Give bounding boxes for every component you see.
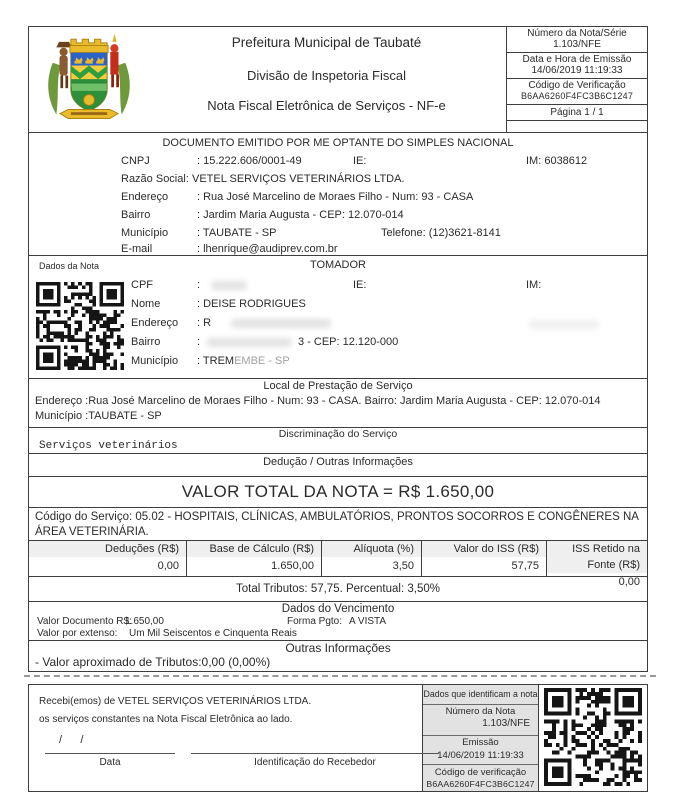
stub-emissao-label: Emissão [462,737,499,748]
prestador-endereco-row [29,191,647,205]
stub-date-slashes: / / [59,734,84,746]
local-municipio: Município :TAUBATE - SP [35,410,162,422]
ie-label: IE: [353,155,367,167]
stub-num-value: 1.103/NFE [482,718,530,729]
local-endereco: Endereço :Rua José Marcelino de Moraes Filho - Num: 93 - CASA. Bairro: Jardim Maria Augusta - CEP: 12.070-014 [35,395,601,407]
stub-verificacao-cell [423,765,538,791]
prestador-municipio-row [29,227,647,241]
emissao-label: Data e Hora de Emissão [522,54,632,65]
redacted-endereco [231,319,331,328]
cnpj-label: CNPJ [121,155,150,167]
tomador-endereco-label: Endereço [131,317,179,329]
tomador-ie-label: IE: [353,279,367,291]
tomador-bairro-label: Bairro [131,336,161,348]
col-aliquota-header: Alíquota (%) [322,541,421,557]
stub-id-title: Dados que identificam a nota [423,685,538,705]
redacted-cpf [211,281,247,290]
im-value: IM: 6038612 [526,155,588,167]
taubate-coat-of-arms-icon [43,31,135,129]
valor-total-section [29,476,647,507]
tributos-table [29,540,647,588]
cpf-label: CPF [131,279,153,291]
col-deducoes-header: Deduções (R$) [29,541,186,557]
cnpj-value: : 15.222.606/0001-49 [197,155,302,167]
discriminacao-texto: Serviços veterinários [39,440,178,452]
page-title: Prefeitura Municipal de Taubaté [231,35,422,50]
telefone-value: Telefone: (12)3621-8141 [381,227,501,239]
receipt-stub [28,684,648,792]
col-iss-value: 57,75 [511,560,539,572]
extenso-value: Um Mil Seiscentos e Cinquenta Reais [129,628,297,639]
cpf-value: : [197,279,201,291]
tomador-bairro-row [29,336,647,350]
stub-num-label: Número da Nota [445,706,516,717]
tomador-bairro-cep: 3 - CEP: 12.120-000 [298,336,399,348]
col-valor-iss [421,541,546,576]
tomador-nome-row [29,298,647,312]
recebedor-signature-line [191,753,439,754]
tomador-section [29,255,647,378]
stub-recebi-1: Recebi(emos) de VETEL SERVIÇOS VETERINÁRIOS LTDA. [39,696,312,707]
tomador-municipio-row [29,355,647,369]
col-aliquota [321,541,421,576]
deducao-title: Dedução / Outras Informações [263,456,413,468]
extenso-label: Valor por extenso: [37,628,118,639]
stub-num-cell [423,705,538,736]
logo-cell [29,27,147,132]
emissao-cell [507,53,647,79]
tomador-municipio-faded: EMBE - SP [234,355,290,367]
bairro-label: Bairro [121,209,151,221]
col-base-calculo [186,541,321,576]
deducao-section [29,453,647,476]
email-label: E-mail [121,243,153,255]
prestador-cnpj-row [29,155,647,169]
valor-doc-label: Valor Documento R$: [37,616,132,627]
cut-line-separator [24,675,656,677]
prestador-section [29,132,647,255]
col-aliquota-value: 3,50 [392,560,414,572]
nota-serie-label: Número da Nota/Série [527,28,627,39]
vencimento-title: Dados do Vencimento [281,603,395,615]
emissao-value: 14/06/2019 11:19:33 [531,65,623,76]
nota-fiscal-document [28,26,648,672]
forma-pgto-value: A VISTA [349,616,387,627]
codigo-servico: Código do Serviço: 05.02 - HOSPITAIS, CLÍNICAS, AMBULATÓRIOS, PRONTOS SOCORROS E CONGÊNERES NA ÁREA VETERINÁRIA. [35,511,639,538]
verificacao-value: B6AA6260F4FC3B6C1247 [520,91,634,101]
vencimento-section [29,601,647,640]
header-subtitle-1: Divisão de Inspetoria Fiscal [247,68,406,83]
municipio-value: : TAUBATE - SP [197,227,277,239]
total-tributos-section [29,576,647,601]
header-subtitle-2: Nota Fiscal Eletrônica de Serviços - NF-e [207,98,446,113]
discriminacao-title: Discriminação do Serviço [278,428,398,440]
nome-value: : DEISE RODRIGUES [197,298,306,310]
header-section [29,27,647,132]
local-prestacao-section [29,378,647,427]
valor-doc-value: 1.650,00 [125,616,164,627]
total-tributos: Total Tributos: 57,75. Percentual: 3,50% [236,583,440,595]
data-label: Data [99,757,121,768]
stub-emissao-value: 14/06/2019 11:19:33 [437,750,524,761]
tomador-cpf-row [29,279,647,293]
municipio-label: Município [121,227,169,239]
header-titles [147,27,506,132]
nota-serie-value: 1.103/NFE [553,39,601,50]
tomador-municipio-label: Município [131,355,179,367]
tomador-endereco-row [29,317,647,331]
local-title: Local de Prestação de Serviço [263,380,413,392]
col-deducoes [29,541,186,576]
stub-verificacao-label: Código de verificação [434,767,527,778]
outras-title: Outras Informações [285,641,391,655]
razao-value: VETEL SERVIÇOS VETERINÁRIOS LTDA. [192,173,405,185]
prestador-razao-row [29,173,647,187]
razao-label: Razão Social: [121,173,189,185]
endereco-label: Endereço [121,191,169,203]
tomador-title: TOMADOR [309,259,367,271]
date-signature-line [45,753,175,754]
col-retido-header: ISS Retido na Fonte (R$) [547,541,647,573]
stub-verificacao-value: B6AA6260F4FC3B6C1247 [426,779,535,789]
outras-linha: - Valor aproximado de Tributos:0,00 (0,00%) [35,655,271,669]
qr-code-stub [544,688,642,786]
stub-qr-cell [538,685,647,791]
stub-id-box [422,685,538,791]
tomador-im-label: IM: [526,279,542,291]
endereco-value: : Rua José Marcelino de Moraes Filho - Num: 93 - CASA [197,191,474,203]
col-base-value: 1.650,00 [271,560,314,572]
col-retido-value: 0,00 [618,576,640,588]
stub-left [29,685,422,791]
nota-serie-cell [507,27,647,53]
col-deducoes-value: 0,00 [157,560,179,572]
discriminacao-section [29,427,647,453]
forma-pgto-label: Forma Pgto: [287,616,343,627]
dados-da-nota-label: Dados da Nota [39,261,100,271]
valor-total: VALOR TOTAL DA NOTA = R$ 1.650,00 [181,482,495,501]
col-base-header: Base de Cálculo (R$) [187,541,321,557]
verificacao-cell [507,79,647,105]
tomador-endereco-value: : R [197,317,212,329]
bairro-value: : Jardim Maria Augusta - CEP: 12.070-014 [197,209,404,221]
redacted-endereco-2 [529,320,599,329]
tomador-bairro-colon: : [197,336,201,348]
prestador-bairro-row [29,209,647,223]
codigo-servico-section [29,507,647,540]
nome-label: Nome [131,298,161,310]
verificacao-label: Código de Verificação [528,80,626,91]
stub-recebi-2: os serviços constantes na Nota Fiscal Eletrônica ao lado. [39,714,293,725]
simples-nacional-banner: DOCUMENTO EMITIDO POR ME OPTANTE DO SIMPLES NACIONAL [162,137,514,149]
stub-emissao-cell [423,736,538,765]
redacted-bairro [207,338,292,347]
recebedor-label: Identificação do Recebedor [254,757,376,768]
col-iss-retido [546,541,647,588]
tomador-municipio-value: : TREM [197,355,235,367]
pagina-cell: Página 1 / 1 [507,105,647,121]
email-value: : lhenrique@audiprev.com.br [197,243,338,255]
col-iss-header: Valor do ISS (R$) [422,541,546,557]
outras-informacoes-section [29,640,647,671]
header-info-box [506,27,647,132]
